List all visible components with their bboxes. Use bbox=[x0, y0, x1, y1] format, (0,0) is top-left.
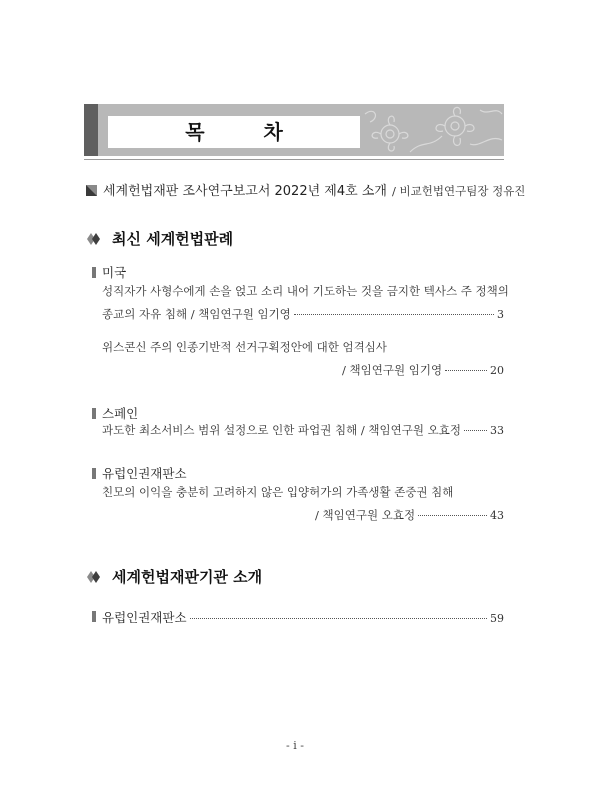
toc-entry-4[interactable] bbox=[102, 484, 504, 524]
bar-marker bbox=[92, 468, 96, 479]
section-title: 최신 세계헌법판례 bbox=[112, 230, 234, 248]
dot-leader bbox=[190, 618, 487, 619]
page-number: 33 bbox=[490, 424, 504, 437]
country-header-spain bbox=[92, 403, 138, 421]
page-number: 43 bbox=[490, 509, 504, 522]
dot-leader bbox=[464, 430, 487, 431]
diamond-bullet-icon bbox=[86, 570, 102, 584]
square-bullet-icon bbox=[86, 185, 97, 196]
intro-title: 세계헌법재판 조사연구보고서 2022년 제4호 소개 bbox=[103, 184, 387, 199]
country-label: 유럽인권재판소 bbox=[102, 610, 187, 625]
country-header-us bbox=[92, 262, 126, 280]
bar-marker bbox=[92, 408, 96, 419]
page-number: 59 bbox=[490, 612, 504, 625]
diamond-bullet-icon bbox=[86, 232, 102, 246]
bar-marker bbox=[92, 611, 96, 622]
section-header bbox=[86, 228, 233, 252]
entry-title-line: 과도한 최소서비스 범위 설정으로 인한 파업권 침해 / 책임연구원 오효정 bbox=[102, 423, 461, 437]
country-label: 미국 bbox=[102, 265, 127, 280]
bar-marker bbox=[92, 267, 96, 278]
intro-author: / 비교헌법연구팀장 정유진 bbox=[392, 184, 526, 198]
section-title: 세계헌법재판기관 소개 bbox=[112, 568, 263, 586]
page-number: 3 bbox=[497, 308, 504, 321]
toc-entry-3[interactable] bbox=[102, 422, 504, 439]
section-header bbox=[86, 566, 262, 590]
toc-banner bbox=[84, 104, 504, 156]
banner-accent bbox=[84, 104, 98, 156]
entry-author: / 책임연구원 임기영 bbox=[342, 363, 443, 377]
page-title: 목 차 bbox=[185, 120, 309, 144]
floral-pattern-icon bbox=[360, 104, 504, 156]
entry-title-line: 종교의 자유 침해 / 책임연구원 임기영 bbox=[102, 307, 291, 321]
country-label: 스페인 bbox=[102, 406, 139, 421]
banner-rule bbox=[84, 159, 504, 160]
entry-title-line: 친모의 이익을 충분히 고려하지 않은 입양허가의 가족생활 존중권 침해 bbox=[102, 485, 454, 499]
toc-entry-5[interactable] bbox=[92, 608, 504, 626]
entry-title-line: 성직자가 사형수에게 손을 얹고 소리 내어 기도하는 것을 금지한 텍사스 주 정책의 bbox=[102, 284, 509, 298]
toc-entry-2[interactable] bbox=[102, 339, 504, 379]
entry-title-line: 위스콘신 주의 인종기반적 선거구획정안에 대한 엄격심사 bbox=[102, 340, 387, 354]
country-label: 유럽인권재판소 bbox=[102, 466, 187, 481]
country-header-echr bbox=[92, 463, 187, 481]
page-footer-number: - i - bbox=[286, 739, 304, 752]
dot-leader bbox=[294, 314, 494, 315]
entry-author: / 책임연구원 오효정 bbox=[315, 508, 416, 522]
toc-entry-1[interactable] bbox=[102, 283, 509, 323]
dot-leader bbox=[418, 515, 487, 516]
intro-entry[interactable] bbox=[86, 180, 526, 200]
page-number: 20 bbox=[490, 364, 504, 377]
dot-leader bbox=[445, 370, 487, 371]
